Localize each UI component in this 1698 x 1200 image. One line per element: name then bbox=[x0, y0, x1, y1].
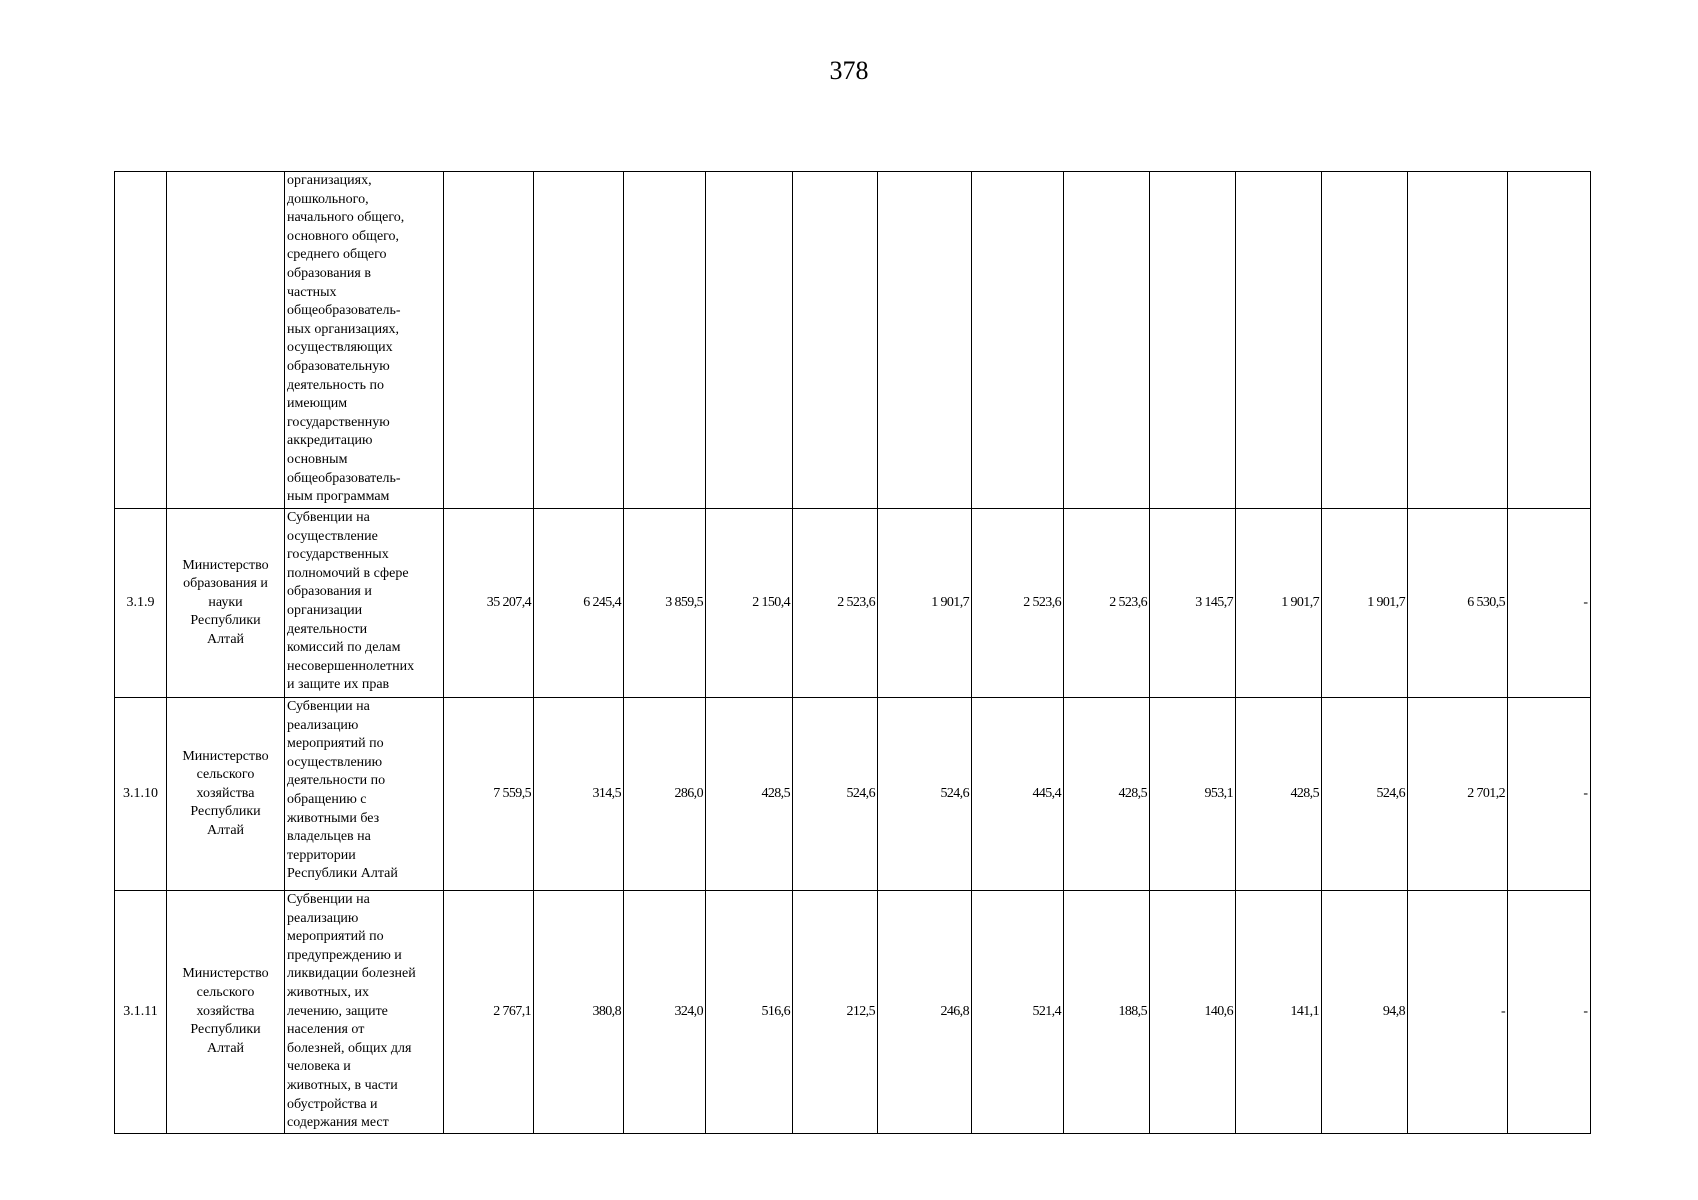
description-line: обращению с bbox=[287, 791, 367, 807]
description-line: государственную bbox=[287, 414, 390, 430]
description-line: организациях, bbox=[287, 173, 372, 188]
organization-line: Республики bbox=[190, 804, 261, 820]
description-line: дошкольного, bbox=[287, 191, 369, 207]
value-cell bbox=[1064, 172, 1150, 509]
organization-line: Министерство bbox=[182, 557, 269, 573]
organization-line: Республики bbox=[190, 1022, 261, 1038]
description-line: комиссий по делам bbox=[287, 640, 401, 656]
description-line: организации bbox=[287, 602, 363, 618]
description-line: общеобразователь- bbox=[287, 470, 401, 486]
description-line: лечению, защите bbox=[287, 1003, 388, 1019]
organization-line: Министерство bbox=[182, 966, 269, 982]
description-line: частных bbox=[287, 284, 337, 300]
description-line: Республики Алтай bbox=[287, 866, 398, 882]
value-cell: 445,4 bbox=[972, 698, 1064, 891]
value-cell bbox=[706, 172, 793, 509]
value-cell: 6 245,4 bbox=[534, 509, 624, 698]
description-line: реализацию bbox=[287, 717, 359, 733]
description-line: несовершеннолетних bbox=[287, 658, 415, 674]
value-cell bbox=[972, 172, 1064, 509]
row-code: 3.1.9 bbox=[115, 509, 167, 698]
description-line: мероприятий по bbox=[287, 736, 384, 752]
row-code: 3.1.10 bbox=[115, 698, 167, 891]
organization-line: хозяйства bbox=[196, 785, 255, 801]
value-cell: 524,6 bbox=[793, 698, 878, 891]
description-line: населения от bbox=[287, 1022, 365, 1038]
description-line: имеющим bbox=[287, 396, 348, 412]
value-cell: - bbox=[1508, 509, 1591, 698]
description-line: животных, в части bbox=[287, 1077, 398, 1093]
organization-line: сельского bbox=[196, 767, 255, 783]
organization-line: образования и bbox=[183, 576, 268, 592]
description-line: основного общего, bbox=[287, 228, 400, 244]
description-line: Субвенции на bbox=[287, 892, 370, 907]
value-cell: 2 150,4 bbox=[706, 509, 793, 698]
value-cell: 3 145,7 bbox=[1150, 509, 1236, 698]
value-cell: 94,8 bbox=[1322, 891, 1408, 1134]
value-cell: - bbox=[1508, 698, 1591, 891]
value-cell bbox=[1322, 172, 1408, 509]
row-description bbox=[285, 172, 444, 509]
table-row bbox=[115, 698, 1591, 891]
organization-line: Министерство bbox=[182, 748, 269, 764]
value-cell: - bbox=[1408, 891, 1508, 1134]
description-line: среднего общего bbox=[287, 247, 387, 263]
table-row bbox=[115, 509, 1591, 698]
description-line: человека и bbox=[287, 1059, 351, 1075]
row-code: 3.1.11 bbox=[115, 891, 167, 1134]
value-cell bbox=[1408, 172, 1508, 509]
value-cell: 188,5 bbox=[1064, 891, 1150, 1134]
value-cell bbox=[624, 172, 706, 509]
row-organization bbox=[167, 509, 285, 698]
value-cell: 141,1 bbox=[1236, 891, 1322, 1134]
row-code bbox=[115, 172, 167, 509]
value-cell bbox=[878, 172, 972, 509]
value-cell: 953,1 bbox=[1150, 698, 1236, 891]
row-description bbox=[285, 891, 444, 1134]
organization-line: хозяйства bbox=[196, 1003, 255, 1019]
description-line: животных, их bbox=[287, 984, 370, 1000]
description-line: осуществление bbox=[287, 528, 378, 544]
description-line: ным программам bbox=[287, 489, 390, 505]
description-line: территории bbox=[287, 847, 356, 863]
description-line: осуществляющих bbox=[287, 340, 393, 356]
value-cell bbox=[793, 172, 878, 509]
value-cell: 428,5 bbox=[1236, 698, 1322, 891]
organization-line: Алтай bbox=[206, 631, 245, 647]
description-line: деятельности по bbox=[287, 773, 386, 789]
description-line: ликвидации болезней bbox=[287, 966, 416, 982]
value-cell: 286,0 bbox=[624, 698, 706, 891]
row-organization bbox=[167, 698, 285, 891]
value-cell bbox=[1236, 172, 1322, 509]
description-line: Субвенции на bbox=[287, 699, 370, 714]
description-line: предупреждению и bbox=[287, 947, 402, 963]
value-cell: 428,5 bbox=[1064, 698, 1150, 891]
value-cell: 380,8 bbox=[534, 891, 624, 1134]
organization-line: науки bbox=[208, 594, 243, 610]
description-line: мероприятий по bbox=[287, 929, 384, 945]
value-cell: 2 523,6 bbox=[793, 509, 878, 698]
description-line: содержания мест bbox=[287, 1115, 389, 1131]
description-line: деятельности bbox=[287, 621, 368, 637]
table-row bbox=[115, 172, 1591, 509]
value-cell: 521,4 bbox=[972, 891, 1064, 1134]
value-cell: 524,6 bbox=[878, 698, 972, 891]
value-cell bbox=[1508, 172, 1591, 509]
value-cell: 1 901,7 bbox=[1236, 509, 1322, 698]
value-cell: 1 901,7 bbox=[1322, 509, 1408, 698]
description-line: полномочий в сфере bbox=[287, 565, 409, 581]
value-cell: 2 523,6 bbox=[1064, 509, 1150, 698]
value-cell: 428,5 bbox=[706, 698, 793, 891]
description-line: деятельность по bbox=[287, 377, 385, 393]
organization-line: Алтай bbox=[206, 822, 245, 838]
value-cell: 7 559,5 bbox=[444, 698, 534, 891]
value-cell: 2 767,1 bbox=[444, 891, 534, 1134]
value-cell: 3 859,5 bbox=[624, 509, 706, 698]
description-line: болезней, общих для bbox=[287, 1040, 412, 1056]
organization-line: Алтай bbox=[206, 1040, 245, 1056]
description-line: образования в bbox=[287, 265, 371, 281]
row-description bbox=[285, 509, 444, 698]
budget-table bbox=[114, 171, 1591, 1134]
organization-line: Республики bbox=[190, 613, 261, 629]
row-description bbox=[285, 698, 444, 891]
value-cell: 6 530,5 bbox=[1408, 509, 1508, 698]
value-cell: - bbox=[1508, 891, 1591, 1134]
table-row bbox=[115, 891, 1591, 1134]
description-line: образования и bbox=[287, 584, 372, 600]
value-cell: 140,6 bbox=[1150, 891, 1236, 1134]
description-line: обустройства и bbox=[287, 1096, 378, 1112]
description-line: владельцев на bbox=[287, 829, 371, 845]
value-cell bbox=[534, 172, 624, 509]
value-cell: 246,8 bbox=[878, 891, 972, 1134]
value-cell: 324,0 bbox=[624, 891, 706, 1134]
value-cell: 2 523,6 bbox=[972, 509, 1064, 698]
value-cell: 516,6 bbox=[706, 891, 793, 1134]
description-line: начального общего, bbox=[287, 210, 405, 226]
value-cell: 314,5 bbox=[534, 698, 624, 891]
description-line: ных организациях, bbox=[287, 321, 400, 337]
row-organization bbox=[167, 172, 285, 509]
value-cell: 212,5 bbox=[793, 891, 878, 1134]
page-number: 378 bbox=[829, 56, 869, 85]
description-line: реализацию bbox=[287, 910, 359, 926]
description-line: и защите их прав bbox=[287, 677, 390, 693]
value-cell: 1 901,7 bbox=[878, 509, 972, 698]
value-cell: 524,6 bbox=[1322, 698, 1408, 891]
value-cell bbox=[444, 172, 534, 509]
description-line: Субвенции на bbox=[287, 510, 370, 525]
row-organization bbox=[167, 891, 285, 1134]
value-cell: 2 701,2 bbox=[1408, 698, 1508, 891]
description-line: общеобразователь- bbox=[287, 303, 401, 319]
description-line: основным bbox=[287, 451, 348, 467]
description-line: осуществлению bbox=[287, 754, 383, 770]
description-line: животными без bbox=[287, 810, 380, 826]
description-line: государственных bbox=[287, 547, 389, 563]
value-cell bbox=[1150, 172, 1236, 509]
value-cell: 35 207,4 bbox=[444, 509, 534, 698]
description-line: аккредитацию bbox=[287, 433, 373, 449]
organization-line: сельского bbox=[196, 984, 255, 1000]
description-line: образовательную bbox=[287, 358, 390, 374]
